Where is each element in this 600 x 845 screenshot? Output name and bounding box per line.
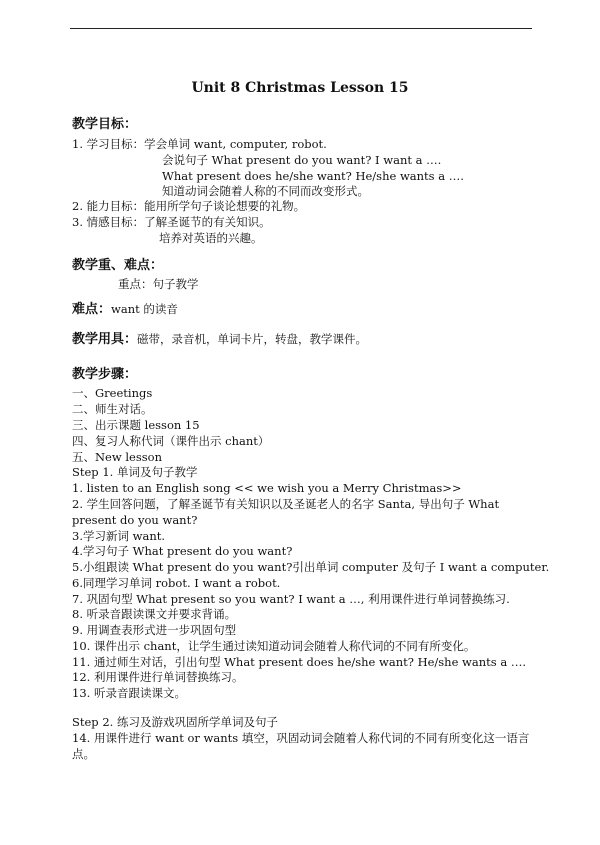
step-line: 6.同理学习单词 robot. I want a robot. xyxy=(72,576,281,590)
step2-line: Step 2. 练习及游戏巩固所学单词及句子 xyxy=(72,715,278,729)
step-line: present do you want? xyxy=(72,513,198,527)
step-line: 10. 课件出示 chant，让学生通过读知道动词会随着人称代词的不同有所变化。 xyxy=(72,639,476,653)
step-line: 1. listen to an English song << we wish you a Merry Christmas>> xyxy=(72,481,462,495)
step-line: 一、Greetings xyxy=(72,386,153,400)
step-line: 5.小组跟读 What present do you want?引出单词 computer 及句子 I want a computer. xyxy=(72,560,550,574)
tools-label: 教学用具： xyxy=(72,332,138,347)
step-line: 4.学习句子 What present do you want? xyxy=(72,544,293,558)
goal-line: What present does he/she want? He/she wants a …. xyxy=(162,169,464,183)
step-line: 二、师生对话。 xyxy=(72,402,153,416)
step-line: 8. 听录音跟读课文并要求背诵。 xyxy=(72,607,237,621)
step-line: 2. 学生回答问题，了解圣诞节有关知识以及圣诞老人的名字 Santa, 导出句子 What xyxy=(72,497,500,511)
step-line: 13. 听录音跟读课文。 xyxy=(72,686,186,700)
tools-line xyxy=(72,332,367,347)
step-line: 11. 通过师生对话，引出句型 What present does he/she want? He/she wants a …. xyxy=(72,655,526,669)
difficulty-text: want 的读音 xyxy=(111,302,178,316)
step-line: 9. 用调查表形式进一步巩固句型 xyxy=(72,623,237,637)
goal-line: 1. 学习目标：学会单词 want, computer, robot. xyxy=(72,137,327,151)
step-line: 12. 利用课件进行单词替换练习。 xyxy=(72,670,244,684)
step-line: 3.学习新词 want. xyxy=(72,529,166,543)
step-line: 四、复习人称代词（课件出示 chant） xyxy=(72,434,270,448)
goal-line: 知道动词会随着人称的不同而改变形式。 xyxy=(162,184,369,198)
goals-heading: 教学目标： xyxy=(72,117,138,132)
difficulty-line xyxy=(72,302,178,317)
step-line: 五、New lesson xyxy=(72,450,162,464)
step2-line: 14. 用课件进行 want or wants 填空，巩固动词会随着人称代词的不同有所变化这一语言 xyxy=(72,731,530,745)
goal-line: 会说句子 What present do you want? I want a …. xyxy=(162,153,442,167)
goal-line: 3. 情感目标：了解圣诞节的有关知识。 xyxy=(72,215,271,229)
steps-heading: 教学步骤： xyxy=(72,367,138,382)
goal-line: 2. 能力目标：能用所学句子谈论想要的礼物。 xyxy=(72,199,306,213)
step-line: 7. 巩固句型 What present so you want? I want a …, 利用课件进行单词替换练习. xyxy=(72,592,510,606)
header-rule xyxy=(70,28,532,29)
key-point: 重点：句子教学 xyxy=(118,277,199,291)
key-heading: 教学重、难点： xyxy=(72,258,164,273)
step-line: 三、出示课题 lesson 15 xyxy=(72,418,200,432)
step2-line: 点。 xyxy=(72,747,95,761)
difficulty-label: 难点： xyxy=(72,302,112,317)
document-title: Unit 8 Christmas Lesson 15 xyxy=(191,80,409,96)
goal-line: 培养对英语的兴趣。 xyxy=(159,231,263,245)
step-line: Step 1. 单词及句子教学 xyxy=(72,465,198,479)
tools-text: 磁带，录音机，单词卡片，转盘，教学课件。 xyxy=(137,332,368,346)
